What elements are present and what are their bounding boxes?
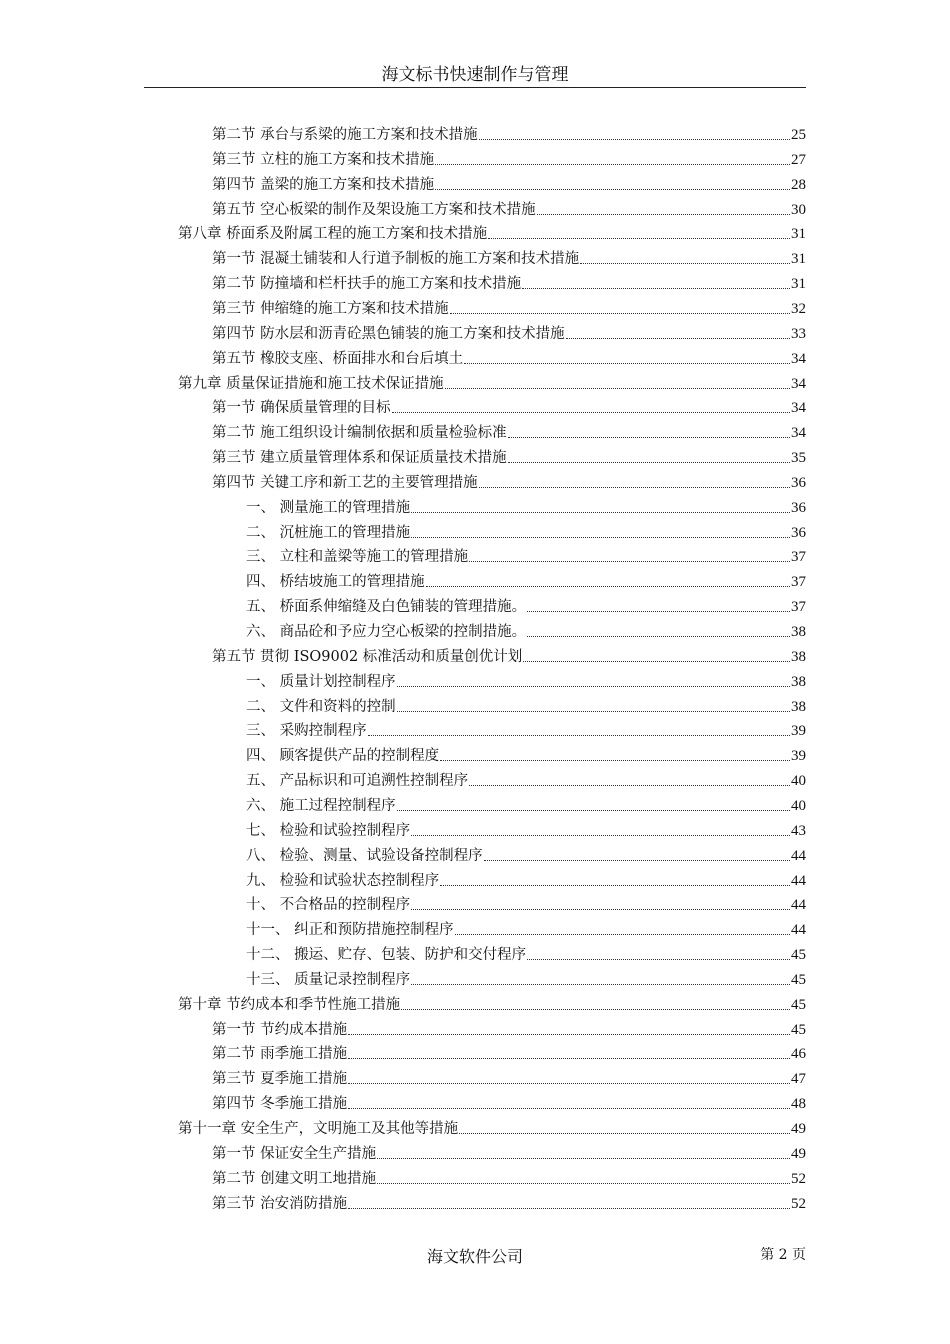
toc-entry-title: 二、 文件和资料的控制: [246, 698, 396, 715]
toc-entry[interactable]: [212, 397, 806, 417]
toc-entry-title: 六、 商品砼和予应力空心板梁的控制措施。: [246, 624, 527, 640]
toc-entry[interactable]: [212, 1093, 806, 1113]
toc-entry[interactable]: [246, 571, 806, 591]
toc-entry-page: 33: [791, 325, 806, 342]
toc-dot-leader: [459, 1133, 790, 1134]
toc-entry[interactable]: [246, 497, 806, 517]
toc-dot-leader: [348, 1108, 790, 1109]
toc-entry[interactable]: [246, 696, 806, 716]
toc-entry-title: 第五节 空心板梁的制作及架设施工方案和技术措施: [212, 201, 536, 218]
toc-entry-page: 45: [791, 971, 806, 988]
toc-entry-page: 31: [791, 276, 806, 293]
toc-entry-title: 第二节 创建文明工地措施: [212, 1170, 377, 1187]
toc-dot-leader: [527, 611, 790, 612]
toc-dot-leader: [523, 661, 790, 662]
toc-dot-leader: [455, 934, 790, 935]
toc-entry-page: 38: [791, 698, 806, 715]
toc-entry[interactable]: [246, 720, 806, 740]
page-header-title: 海文标书快速制作与管理: [381, 65, 569, 85]
toc-entry-page: 45: [791, 947, 806, 964]
toc-dot-leader: [469, 785, 790, 786]
toc-entry[interactable]: [246, 522, 806, 542]
toc-entry-page: 38: [791, 673, 806, 690]
toc-entry-page: 49: [791, 1121, 806, 1137]
toc-entry[interactable]: [246, 546, 806, 566]
toc-entry[interactable]: [212, 447, 806, 467]
toc-entry-page: 35: [791, 450, 806, 467]
toc-entry[interactable]: [246, 845, 806, 865]
toc-entry-page: 44: [791, 872, 806, 889]
toc-entry-title: 十一、 纠正和预防措施控制程序: [246, 922, 454, 939]
toc-dot-leader: [411, 512, 790, 513]
toc-dot-leader: [411, 984, 790, 985]
toc-dot-leader: [469, 561, 790, 562]
toc-entry-title: 第五节 橡胶支座、桥面排水和台后填土: [212, 350, 464, 367]
toc-entry[interactable]: [212, 1019, 806, 1039]
toc-entry-page: 36: [791, 524, 806, 541]
toc-entry-page: 31: [791, 251, 806, 268]
toc-dot-leader: [484, 860, 790, 861]
toc-entry-title: 四、 桥结坡施工的管理措施: [246, 574, 425, 591]
toc-entry[interactable]: [246, 870, 806, 890]
toc-dot-leader: [479, 139, 790, 140]
toc-dot-leader: [392, 412, 790, 413]
toc-entry-page: 34: [791, 425, 806, 442]
toc-entry[interactable]: [246, 671, 806, 691]
toc-entry-title: 十三、 质量记录控制程序: [246, 971, 411, 988]
toc-entry-page: 32: [791, 300, 806, 317]
toc-dot-leader: [440, 885, 790, 886]
toc-entry-page: 45: [791, 1021, 806, 1038]
toc-dot-leader: [411, 835, 790, 836]
toc-entry-title: 第十章 节约成本和季节性施工措施: [178, 996, 401, 1013]
toc-entry[interactable]: [246, 596, 806, 616]
toc-dot-leader: [537, 214, 790, 215]
toc-entry-page: 40: [791, 773, 806, 790]
toc-entry-page: 44: [791, 922, 806, 939]
toc-dot-leader: [479, 487, 790, 488]
toc-entry-title: 第三节 治安消防措施: [212, 1195, 348, 1212]
toc-entry[interactable]: [212, 1193, 806, 1213]
toc-entry-title: 第一节 确保质量管理的目标: [212, 400, 391, 417]
toc-entry-title: 第二节 承台与系梁的施工方案和技术措施: [212, 127, 478, 143]
toc-entry-page: 34: [791, 375, 806, 392]
toc-dot-leader: [566, 338, 790, 339]
toc-entry[interactable]: [246, 944, 806, 964]
toc-entry-page: 46: [791, 1046, 806, 1063]
toc-entry[interactable]: [212, 1043, 806, 1063]
toc-entry-page: 48: [791, 1096, 806, 1113]
toc-dot-leader: [411, 537, 790, 538]
toc-dot-leader: [508, 462, 790, 463]
toc-entry[interactable]: [212, 1168, 806, 1188]
toc-dot-leader: [445, 388, 790, 389]
toc-entry[interactable]: [178, 373, 806, 393]
toc-entry[interactable]: [212, 174, 806, 194]
toc-entry-title: 六、 施工过程控制程序: [246, 797, 396, 814]
toc-dot-leader: [435, 164, 790, 165]
toc-entry-page: 31: [791, 226, 806, 243]
toc-entry-title: 五、 桥面系伸缩缝及白色铺装的管理措施。: [246, 599, 527, 616]
toc-entry[interactable]: [212, 298, 806, 318]
toc-dot-leader: [348, 1034, 790, 1035]
toc-entry[interactable]: [246, 894, 806, 914]
toc-entry-page: 38: [791, 648, 806, 665]
toc-dot-leader: [411, 909, 790, 910]
footer-page-number: 第 2 页: [760, 1247, 806, 1263]
toc-entry[interactable]: [246, 621, 806, 641]
toc-entry-title: 八、 检验、测量、试验设备控制程序: [246, 847, 483, 864]
footer-company: 海文软件公司: [426, 1247, 523, 1266]
toc-entry-page: 38: [791, 624, 806, 640]
toc-entry-page: 37: [791, 574, 806, 591]
toc-dot-leader: [368, 735, 790, 736]
toc-entry-title: 第四节 关键工序和新工艺的主要管理措施: [212, 474, 478, 491]
toc-entry-title: 第四节 防水层和沥青砼黑色铺装的施工方案和技术措施: [212, 325, 565, 342]
toc-entry-title: 二、 沉桩施工的管理措施: [246, 524, 411, 541]
toc-dot-leader: [348, 1083, 790, 1084]
toc-dot-leader: [522, 288, 790, 289]
toc-entry-title: 第八章 桥面系及附属工程的施工方案和技术措施: [178, 226, 488, 243]
toc-entry-title: 第五节 贯彻 ISO9002 标准活动和质量创优计划: [212, 648, 523, 665]
toc-entry-title: 第一节 混凝土铺装和人行道予制板的施工方案和技术措施: [212, 251, 580, 268]
toc-entry[interactable]: [246, 745, 806, 765]
toc-entry[interactable]: [212, 273, 806, 293]
toc-entry-title: 第三节 伸缩缝的施工方案和技术措施: [212, 300, 449, 317]
toc-entry-title: 一、 质量计划控制程序: [246, 673, 396, 690]
toc-entry-title: 一、 测量施工的管理措施: [246, 499, 411, 516]
toc-dot-leader: [440, 760, 790, 761]
toc-entry-title: 第二节 雨季施工措施: [212, 1046, 348, 1063]
toc-dot-leader: [426, 586, 790, 587]
toc-entry[interactable]: [212, 199, 806, 219]
toc-entry-title: 七、 检验和试验控制程序: [246, 822, 411, 839]
toc-dot-leader: [464, 363, 790, 364]
toc-entry[interactable]: [246, 770, 806, 790]
toc-entry[interactable]: [212, 124, 806, 144]
toc-dot-leader: [377, 1158, 790, 1159]
toc-dot-leader: [435, 189, 790, 190]
toc-dot-leader: [397, 686, 790, 687]
toc-entry-title: 第二节 施工组织设计编制依据和质量检验标准: [212, 425, 507, 442]
toc-entry-page: 44: [791, 847, 806, 864]
toc-entry[interactable]: [212, 149, 806, 169]
toc-entry-page: 45: [791, 996, 806, 1013]
toc-entry-page: 34: [791, 400, 806, 417]
toc-dot-leader: [488, 238, 790, 239]
toc-entry-page: 47: [791, 1071, 806, 1088]
toc-entry-page: 37: [791, 549, 806, 566]
toc-entry-title: 五、 产品标识和可追溯性控制程序: [246, 773, 469, 790]
toc-entry-page: 36: [791, 474, 806, 491]
toc-dot-leader: [348, 1058, 790, 1059]
toc-entry-title: 十二、 搬运、贮存、包装、防护和交付程序: [246, 947, 527, 964]
toc-entry-page: 40: [791, 797, 806, 814]
toc-entry-page: 25: [791, 127, 806, 143]
toc-entry[interactable]: [246, 820, 806, 840]
toc-entry-page: 52: [791, 1195, 806, 1212]
toc-entry-title: 第四节 盖梁的施工方案和技术措施: [212, 176, 435, 193]
toc-entry-page: 49: [791, 1145, 806, 1162]
toc-entry[interactable]: [212, 248, 806, 268]
toc-entry-page: 39: [791, 723, 806, 740]
toc-entry-title: 四、 顾客提供产品的控制程度: [246, 748, 440, 765]
header-rule: [144, 87, 806, 88]
toc-entry-title: 第三节 建立质量管理体系和保证质量技术措施: [212, 450, 507, 467]
toc-entry[interactable]: [246, 919, 806, 939]
toc-entry[interactable]: [212, 422, 806, 442]
toc-dot-leader: [580, 263, 790, 264]
toc-entry[interactable]: [178, 994, 806, 1014]
toc-entry[interactable]: [212, 472, 806, 492]
toc-dot-leader: [348, 1208, 790, 1209]
toc-dot-leader: [397, 711, 790, 712]
toc-entry-title: 第三节 夏季施工措施: [212, 1071, 348, 1088]
toc-entry-page: 52: [791, 1170, 806, 1187]
toc-entry-page: 39: [791, 748, 806, 765]
toc-entry-page: 44: [791, 897, 806, 914]
toc-entry-page: 37: [791, 599, 806, 616]
toc-entry[interactable]: [212, 646, 806, 666]
toc-entry-page: 36: [791, 499, 806, 516]
toc-entry-title: 三、 采购控制程序: [246, 723, 367, 740]
toc-entry-title: 第三节 立柱的施工方案和技术措施: [212, 151, 435, 168]
toc-entry[interactable]: [212, 1068, 806, 1088]
toc-entry-page: 34: [791, 350, 806, 367]
toc-entry-title: 第四节 冬季施工措施: [212, 1096, 348, 1113]
toc-dot-leader: [397, 810, 790, 811]
toc-entry[interactable]: [212, 323, 806, 343]
toc-entry[interactable]: [178, 1118, 806, 1138]
toc-entry[interactable]: [178, 223, 806, 243]
toc-entry-title: 第十一章 安全生产，文明施工及其他等措施: [178, 1121, 459, 1137]
toc-entry-title: 三、 立柱和盖梁等施工的管理措施: [246, 549, 469, 566]
toc-entry[interactable]: [246, 969, 806, 989]
toc-entry-title: 九、 检验和试验状态控制程序: [246, 872, 440, 889]
toc-entry[interactable]: [212, 1143, 806, 1163]
toc-entry-title: 第一节 保证安全生产措施: [212, 1145, 377, 1162]
toc-entry-page: 28: [791, 176, 806, 193]
toc-entry-title: 十、 不合格品的控制程序: [246, 897, 411, 914]
toc-dot-leader: [450, 313, 790, 314]
toc-entry-page: 43: [791, 822, 806, 839]
toc-entry-title: 第九章 质量保证措施和施工技术保证措施: [178, 375, 444, 392]
toc-entry-page: 27: [791, 151, 806, 168]
toc-dot-leader: [508, 437, 790, 438]
toc-dot-leader: [527, 636, 790, 637]
toc-entry-title: 第一节 节约成本措施: [212, 1021, 348, 1038]
toc-entry-title: 第二节 防撞墙和栏杆扶手的施工方案和技术措施: [212, 276, 522, 293]
toc-entry[interactable]: [246, 795, 806, 815]
toc-dot-leader: [377, 1183, 790, 1184]
toc-entry[interactable]: [212, 348, 806, 368]
toc-dot-leader: [401, 1009, 790, 1010]
toc-dot-leader: [527, 959, 790, 960]
toc-entry-page: 30: [791, 201, 806, 218]
